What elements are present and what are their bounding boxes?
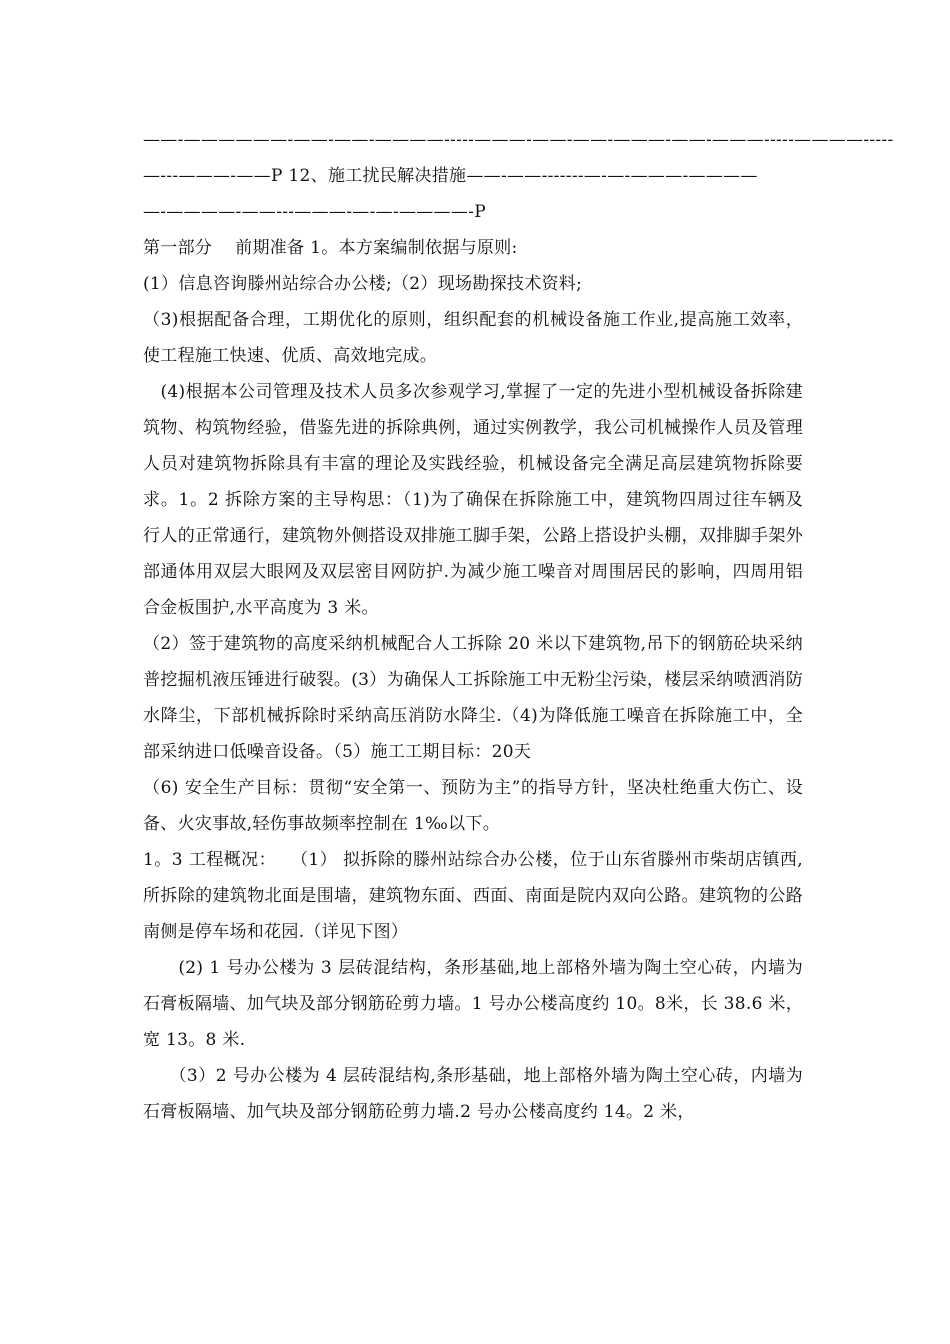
toc-dash-line-3: —-————-——---———-—-—-————-P xyxy=(143,202,486,222)
toc-dash-line-1: ——-——————-——-——-————-----———-——-——-———-——-———-----————----- xyxy=(143,130,894,150)
paragraph-project-overview: 1。3 工程概况： （1） 拟拆除的滕州站综合办公楼，位于山东省滕州市柴胡店镇西,所拆除的建筑物北面是围墙，建筑物东面、西面、南面是院内双向公路。建筑物的公路南侧是停车场和花园.（详见下图） xyxy=(143,850,803,942)
paragraph-safety-goal: （6) 安全生产目标：贯彻“安全第一、预防为主”的指导方针，坚决杜绝重大伤亡、设备、火灾事故,轻伤事故频率控制在 1‰以下。 xyxy=(143,778,803,834)
document-body xyxy=(143,122,894,1130)
paragraph-building-1: (2) 1 号办公楼为 3 层砖混结构，条形基础,地上部格外墙为陶土空心砖，内墙为石膏板隔墙、加气块及部分钢筋砼剪力墙。1 号办公楼高度约 10。8米，长 38.6 米，宽 13。8 米. xyxy=(143,958,803,1050)
paragraph-basis-4: (4)根据本公司管理及技术人员多次参观学习,掌握了一定的先进小型机械设备拆除建筑物、构筑物经验，借鉴先进的拆除典例，通过实例教学，我公司机械操作人员及管理人员对建筑物拆除具有丰富的理论及实践经验，机械设备完全满足高层建筑物拆除要求。1。2 拆除方案的主导构思：（1)为了确保在拆除施工中，建筑物四周过往车辆及行人的正常通行，建筑物外侧搭设双排施工脚手架，公路上搭设护头棚，双排脚手架外部通体用双层大眼网及双层密目网防护.为减少施工噪音对周围居民的影响，四周用铝合金板围护,水平高度为 3 米。 xyxy=(143,382,803,618)
paragraph-plan-2-5: （2）签于建筑物的高度采纳机械配合人工拆除 20 米以下建筑物,吊下的钢筋砼块采纳普挖掘机液压锤进行破裂。(3）为确保人工拆除施工中无粉尘污染，楼层采纳喷洒消防水降尘，下部机械拆除时采纳高压消防水降尘.（4)为降低施工噪音在拆除施工中，全部采纳进口低噪音设备。（5）施工工期目标：20天 xyxy=(143,634,803,762)
toc-entry-12: —---———-——P 12、施工扰民解决措施——-——-------—-—-———-———— xyxy=(143,166,758,186)
paragraph-building-2: （3）2 号办公楼为 4 层砖混结构,条形基础，地上部格外墙为陶土空心砖，内墙为石膏板隔墙、加气块及部分钢筋砼剪力墙.2 号办公楼高度约 14。2 米， xyxy=(143,1066,803,1122)
section-heading-part-one: 第一部分 前期准备 1。本方案编制依据与原则: xyxy=(143,238,518,258)
paragraph-basis-3: （3)根据配备合理，工期优化的原则，组织配套的机械设备施工作业,提高施工效率，使工程施工快速、优质、高效地完成。 xyxy=(143,310,803,366)
paragraph-basis-1-2: (1）信息咨询滕州站综合办公楼;（2）现场勘探技术资料; xyxy=(143,274,583,294)
